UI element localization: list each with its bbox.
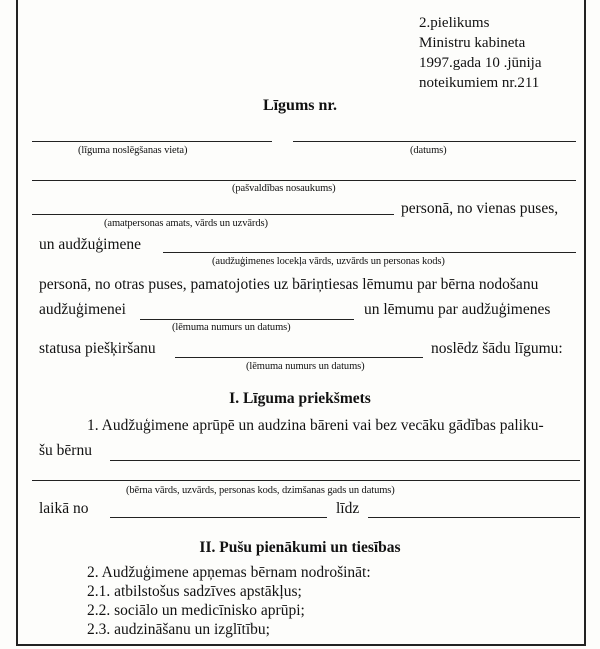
section2-intro: 2. Audžuģimene apņemas bērnam nodrošināt: [87,564,371,581]
page-title: Līgums nr. [262,97,338,114]
basis-line: personā, no otras puses, pamatojoties uz bāriņtiesas lēmumu par bērna nodošanu [39,276,539,293]
period-to-blank[interactable] [368,517,580,518]
date-line: 1997.gada 10 .jūnija [419,55,542,71]
date-blank[interactable] [293,141,576,142]
date-caption: (datums) [410,145,447,156]
municipality-blank[interactable] [32,180,576,181]
period-from-label: laikā no [39,500,89,517]
decision-caption-1: (lēmuma numurs un datums) [172,322,291,333]
official-suffix: personā, no vienas puses, [401,200,559,217]
status-prefix: statusa piešķiršanu [39,340,156,357]
period-to-label: līdz [336,500,360,517]
official-caption: (amatpersonas amats, vārds un uzvārds) [104,218,268,229]
section2-heading: II. Pušu pienākumi un tiesības [199,539,401,556]
list-item: 2.3. audzināšanu un izglītību; [87,621,270,638]
annex-label: 2.pielikums [419,15,490,31]
foster-suffix: un lēmumu par audžuģimenes [364,301,551,318]
foster-prefix: audžuģimenei [39,301,126,318]
section1-heading: I. Līguma priekšmets [229,390,371,407]
family-member-blank[interactable] [163,252,576,253]
regulation-label: noteikumiem nr.211 [419,75,540,91]
municipality-caption: (pašvaldības nosaukums) [232,183,336,194]
child-caption: (bērna vārds, uzvārds, personas kods, dzimšanas gads un datums) [126,485,395,496]
child-blank-1[interactable] [110,460,580,461]
status-suffix: noslēdz šādu līgumu: [431,340,563,357]
family-caption: (audžuģimenes locekļa vārds, uzvārds un personas kods) [212,256,445,267]
list-item: 2.2. sociālo un medicīnisko aprūpi; [87,602,305,619]
decision-2-blank[interactable] [175,357,423,358]
period-from-blank[interactable] [110,517,327,518]
issuer-label: Ministru kabineta [419,35,526,51]
clause1-line2: šu bērnu [39,442,92,459]
official-blank[interactable] [32,214,394,215]
list-item: 2.1. atbilstošus sadzīves apstākļus; [87,583,302,600]
place-caption: (līguma noslēgšanas vieta) [78,145,188,156]
family-prefix: un audžuģimene [39,236,142,253]
decision-caption-2: (lēmuma numurs un datums) [246,361,365,372]
place-blank[interactable] [32,141,272,142]
clause1-line1: 1. Audžuģimene aprūpē un audzina bāreni vai bez vecāku gādības paliku- [87,417,544,434]
child-blank-2[interactable] [32,480,580,481]
decision-1-blank[interactable] [140,319,354,320]
